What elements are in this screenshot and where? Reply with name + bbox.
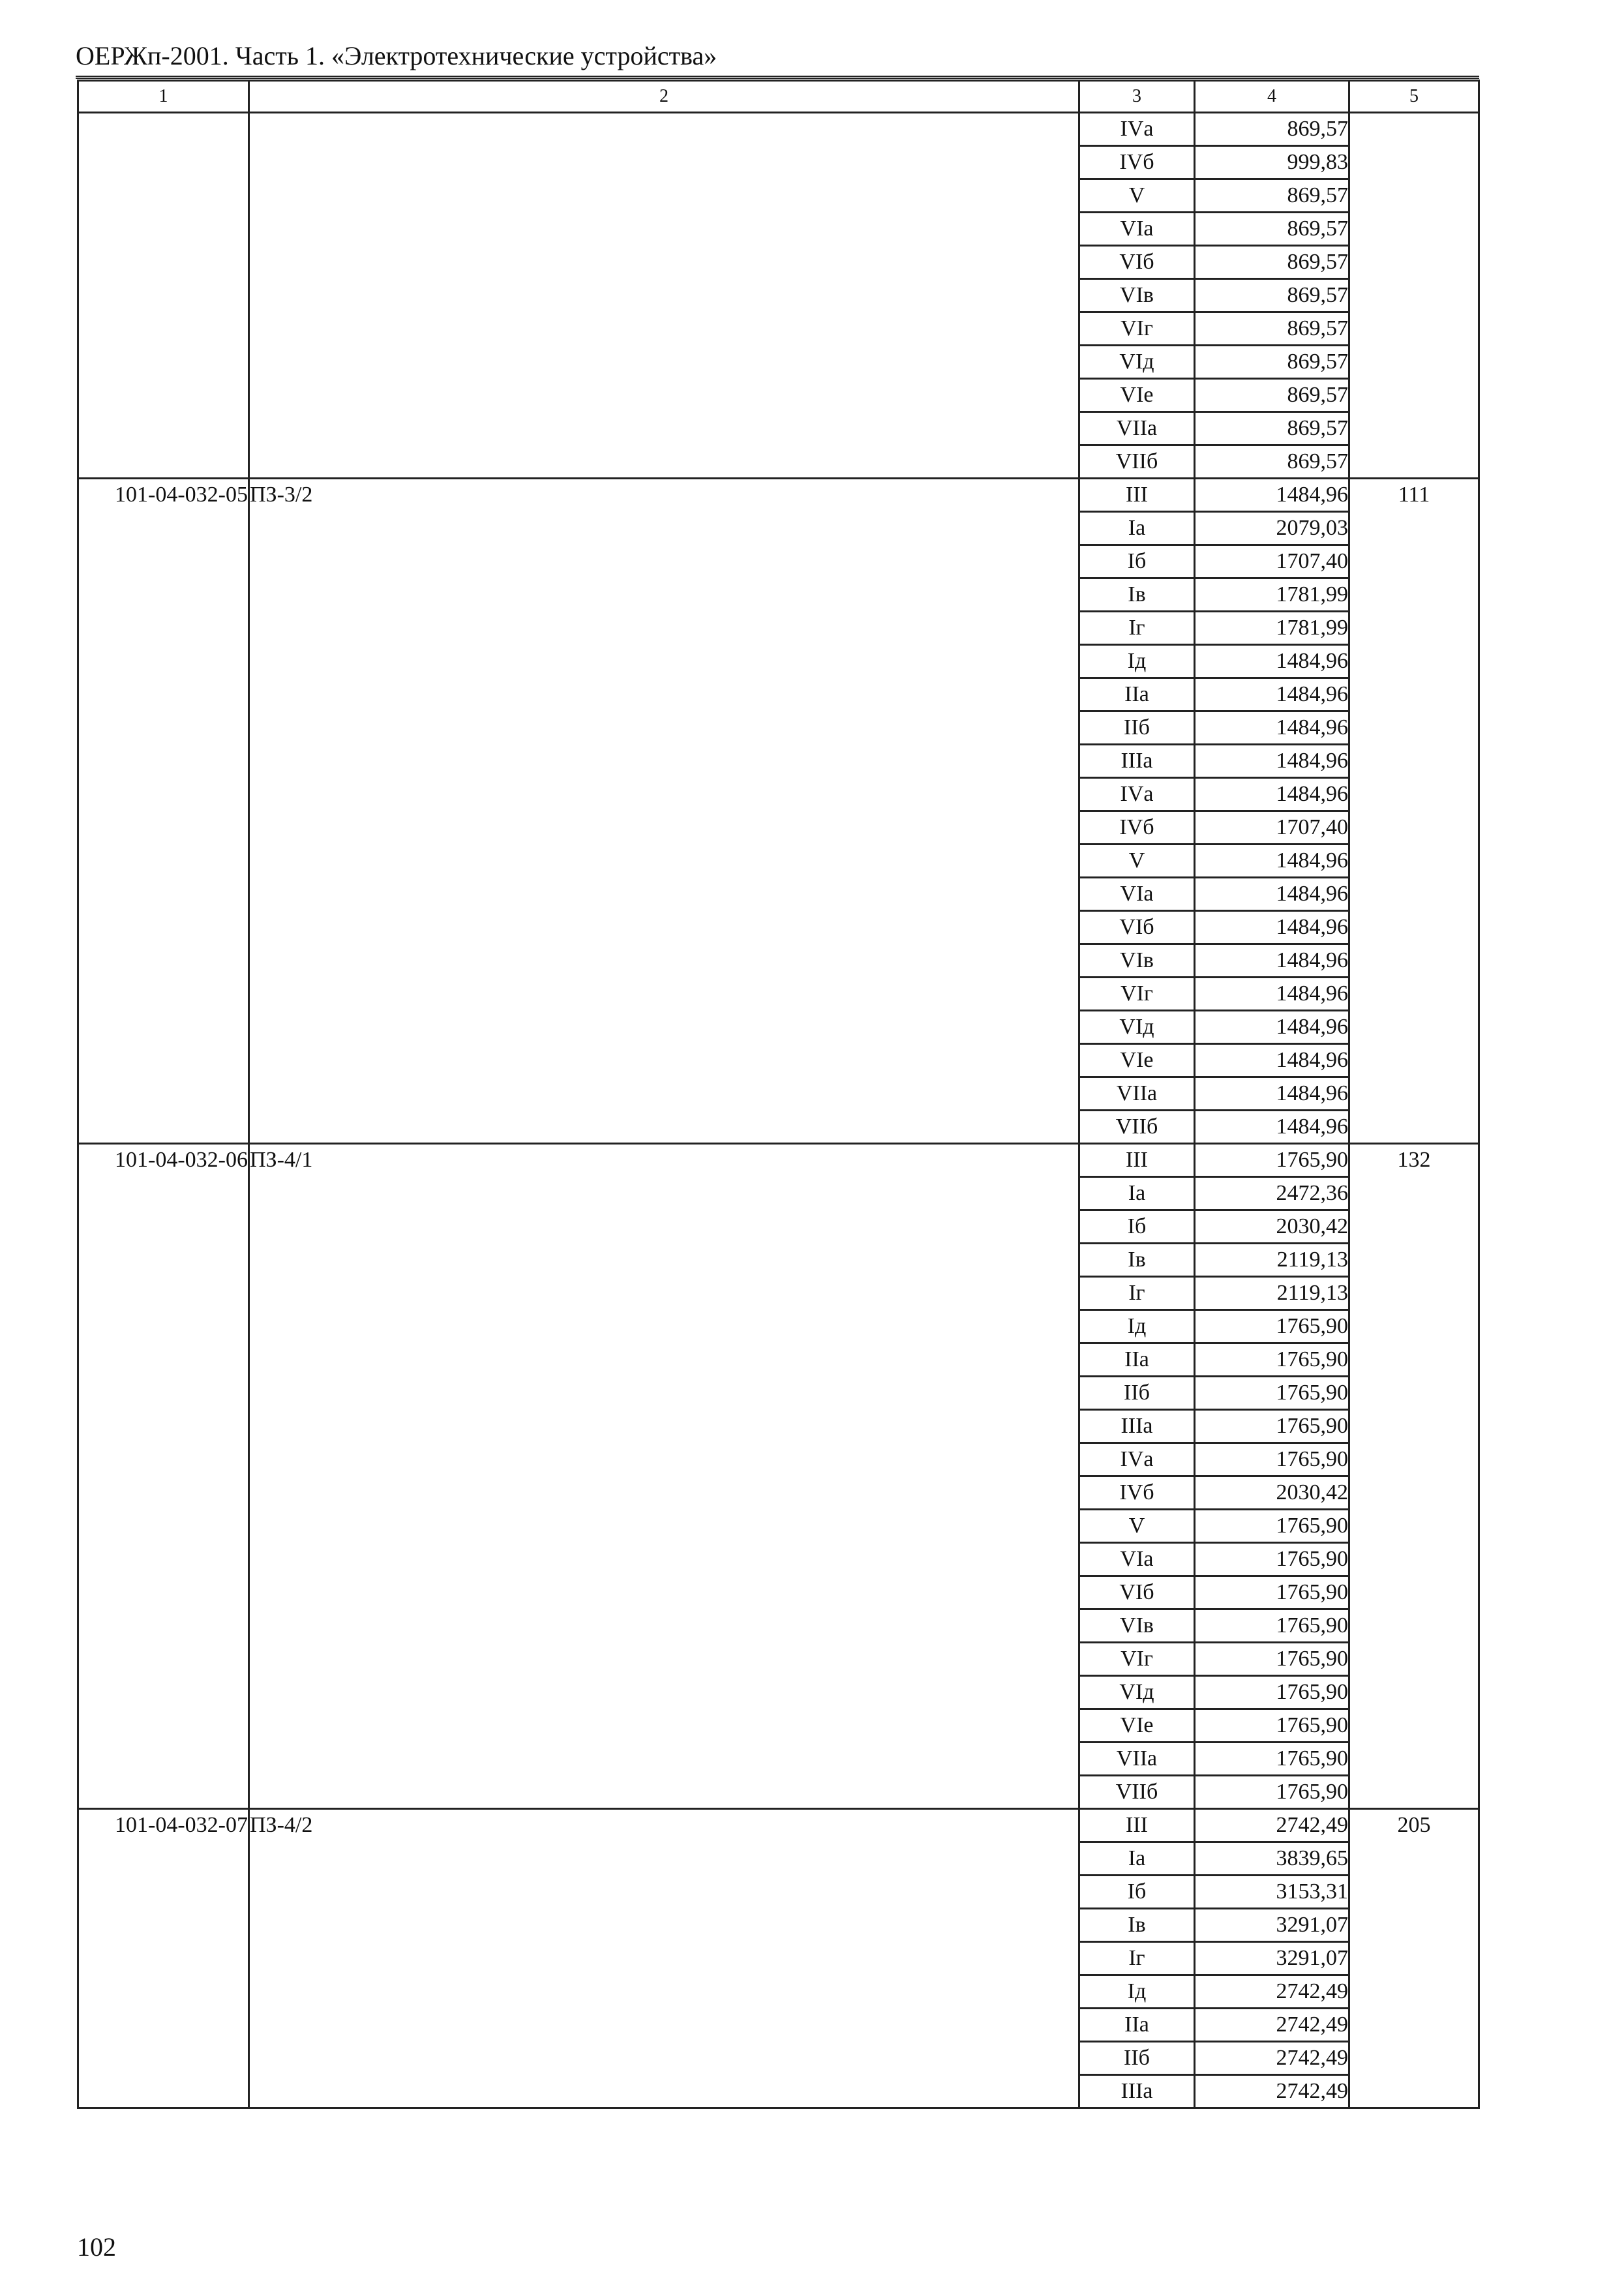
price-cell: 1765,90 bbox=[1195, 1144, 1349, 1177]
zone-cell: Iа bbox=[1079, 1842, 1195, 1876]
price-table bbox=[77, 80, 1480, 2109]
zone-cell: Iг bbox=[1079, 612, 1195, 645]
price-cell: 1484,96 bbox=[1195, 1011, 1349, 1044]
price-cell: 1765,90 bbox=[1195, 1709, 1349, 1743]
zone-cell: VIд bbox=[1079, 346, 1195, 379]
price-cell: 3153,31 bbox=[1195, 1876, 1349, 1909]
zone-cell: Iв bbox=[1079, 1244, 1195, 1277]
zone-cell: VIе bbox=[1079, 1044, 1195, 1077]
price-cell: 869,57 bbox=[1195, 346, 1349, 379]
table-row bbox=[78, 1144, 1479, 1177]
price-cell: 2119,13 bbox=[1195, 1244, 1349, 1277]
zone-cell: IVа bbox=[1079, 1443, 1195, 1476]
price-cell: 3839,65 bbox=[1195, 1842, 1349, 1876]
price-cell: 1484,96 bbox=[1195, 978, 1349, 1011]
price-cell: 1484,96 bbox=[1195, 911, 1349, 944]
zone-cell: IIа bbox=[1079, 1343, 1195, 1377]
price-cell: 869,57 bbox=[1195, 179, 1349, 213]
price-cell: 2742,49 bbox=[1195, 2009, 1349, 2042]
price-cell: 1765,90 bbox=[1195, 1643, 1349, 1676]
price-cell: 1765,90 bbox=[1195, 1609, 1349, 1643]
document-title: ОЕРЖп-2001. Часть 1. «Электротехнические устройства» bbox=[76, 41, 717, 70]
price-cell: 1707,40 bbox=[1195, 545, 1349, 578]
zone-cell: IIа bbox=[1079, 2009, 1195, 2042]
zone-cell: Iд bbox=[1079, 1975, 1195, 2009]
price-cell: 869,57 bbox=[1195, 246, 1349, 279]
zone-cell: VIв bbox=[1079, 279, 1195, 312]
price-cell: 869,57 bbox=[1195, 412, 1349, 445]
zone-cell: IIа bbox=[1079, 678, 1195, 711]
zone-cell: VIе bbox=[1079, 379, 1195, 412]
zone-cell: Iг bbox=[1079, 1277, 1195, 1310]
item-name-cell: ПЗ-4/2 bbox=[249, 1809, 1079, 2108]
zone-cell: VIб bbox=[1079, 1576, 1195, 1609]
table-row bbox=[78, 113, 1479, 146]
price-cell: 1484,96 bbox=[1195, 845, 1349, 878]
zone-cell: Iд bbox=[1079, 645, 1195, 678]
zone-cell: Iб bbox=[1079, 1210, 1195, 1244]
price-cell: 1781,99 bbox=[1195, 578, 1349, 612]
price-cell: 2079,03 bbox=[1195, 512, 1349, 545]
zone-cell: V bbox=[1079, 179, 1195, 213]
price-cell: 1484,96 bbox=[1195, 711, 1349, 745]
price-cell: 2119,13 bbox=[1195, 1277, 1349, 1310]
column-number-row bbox=[78, 81, 1479, 113]
item-name-cell: ПЗ-4/1 bbox=[249, 1144, 1079, 1809]
price-cell: 2472,36 bbox=[1195, 1177, 1349, 1210]
zone-cell: Iв bbox=[1079, 578, 1195, 612]
price-cell: 1484,96 bbox=[1195, 745, 1349, 778]
zone-cell: IIб bbox=[1079, 2042, 1195, 2075]
price-code-cell: 101-04-032-06 bbox=[78, 1144, 249, 1809]
total-cell bbox=[1349, 113, 1479, 479]
zone-cell: III bbox=[1079, 479, 1195, 512]
page-header bbox=[76, 39, 1479, 79]
table-body bbox=[78, 113, 1479, 2108]
table-row bbox=[78, 479, 1479, 512]
price-cell: 1765,90 bbox=[1195, 1776, 1349, 1809]
zone-cell: VIа bbox=[1079, 1543, 1195, 1576]
price-cell: 3291,07 bbox=[1195, 1909, 1349, 1942]
zone-cell: VIIа bbox=[1079, 1077, 1195, 1111]
total-cell: 132 bbox=[1349, 1144, 1479, 1809]
column-header-5: 5 bbox=[1349, 81, 1479, 113]
price-cell: 1484,96 bbox=[1195, 645, 1349, 678]
zone-cell: Iб bbox=[1079, 545, 1195, 578]
zone-cell: IIIа bbox=[1079, 745, 1195, 778]
page-number: 102 bbox=[77, 2232, 116, 2262]
zone-cell: IVб bbox=[1079, 811, 1195, 845]
price-cell: 869,57 bbox=[1195, 113, 1349, 146]
price-cell: 1765,90 bbox=[1195, 1743, 1349, 1776]
price-cell: 2742,49 bbox=[1195, 1809, 1349, 1842]
price-code-cell bbox=[78, 113, 249, 479]
zone-cell: VIг bbox=[1079, 312, 1195, 346]
price-cell: 2030,42 bbox=[1195, 1476, 1349, 1510]
zone-cell: Iв bbox=[1079, 1909, 1195, 1942]
price-cell: 2030,42 bbox=[1195, 1210, 1349, 1244]
price-cell: 1484,96 bbox=[1195, 878, 1349, 911]
price-cell: 1765,90 bbox=[1195, 1377, 1349, 1410]
zone-cell: IIб bbox=[1079, 1377, 1195, 1410]
zone-cell: IIIа bbox=[1079, 2075, 1195, 2108]
zone-cell: Iд bbox=[1079, 1310, 1195, 1343]
price-cell: 869,57 bbox=[1195, 312, 1349, 346]
price-cell: 1484,96 bbox=[1195, 944, 1349, 978]
price-cell: 869,57 bbox=[1195, 379, 1349, 412]
zone-cell: VIа bbox=[1079, 213, 1195, 246]
price-cell: 2742,49 bbox=[1195, 2042, 1349, 2075]
price-code-cell: 101-04-032-07 bbox=[78, 1809, 249, 2108]
column-header-2: 2 bbox=[249, 81, 1079, 113]
price-cell: 1484,96 bbox=[1195, 1077, 1349, 1111]
zone-cell: VIв bbox=[1079, 1609, 1195, 1643]
zone-cell: IVа bbox=[1079, 778, 1195, 811]
zone-cell: V bbox=[1079, 845, 1195, 878]
zone-cell: VIIб bbox=[1079, 1111, 1195, 1144]
zone-cell: Iб bbox=[1079, 1876, 1195, 1909]
zone-cell: V bbox=[1079, 1510, 1195, 1543]
zone-cell: VIб bbox=[1079, 246, 1195, 279]
price-cell: 869,57 bbox=[1195, 213, 1349, 246]
price-cell: 1765,90 bbox=[1195, 1510, 1349, 1543]
price-cell: 1484,96 bbox=[1195, 1111, 1349, 1144]
price-cell: 1765,90 bbox=[1195, 1343, 1349, 1377]
zone-cell: III bbox=[1079, 1809, 1195, 1842]
price-cell: 869,57 bbox=[1195, 445, 1349, 479]
column-header-1: 1 bbox=[78, 81, 249, 113]
total-cell: 205 bbox=[1349, 1809, 1479, 2108]
zone-cell: VIIб bbox=[1079, 1776, 1195, 1809]
item-name-cell: ПЗ-3/2 bbox=[249, 479, 1079, 1144]
zone-cell: VIе bbox=[1079, 1709, 1195, 1743]
price-cell: 869,57 bbox=[1195, 279, 1349, 312]
price-cell: 2742,49 bbox=[1195, 1975, 1349, 2009]
price-cell: 1484,96 bbox=[1195, 479, 1349, 512]
price-cell: 1765,90 bbox=[1195, 1443, 1349, 1476]
zone-cell: VIд bbox=[1079, 1676, 1195, 1709]
zone-cell: VIг bbox=[1079, 978, 1195, 1011]
zone-cell: IVа bbox=[1079, 113, 1195, 146]
zone-cell: VIIа bbox=[1079, 412, 1195, 445]
zone-cell: IVб bbox=[1079, 1476, 1195, 1510]
zone-cell: VIд bbox=[1079, 1011, 1195, 1044]
zone-cell: IIIа bbox=[1079, 1410, 1195, 1443]
price-cell: 1765,90 bbox=[1195, 1410, 1349, 1443]
price-cell: 1484,96 bbox=[1195, 1044, 1349, 1077]
price-cell: 3291,07 bbox=[1195, 1942, 1349, 1975]
zone-cell: VIб bbox=[1079, 911, 1195, 944]
zone-cell: VIIа bbox=[1079, 1743, 1195, 1776]
price-cell: 1781,99 bbox=[1195, 612, 1349, 645]
zone-cell: Iа bbox=[1079, 512, 1195, 545]
price-cell: 2742,49 bbox=[1195, 2075, 1349, 2108]
zone-cell: IIб bbox=[1079, 711, 1195, 745]
price-cell: 1484,96 bbox=[1195, 678, 1349, 711]
zone-cell: VIг bbox=[1079, 1643, 1195, 1676]
item-name-cell bbox=[249, 113, 1079, 479]
column-header-4: 4 bbox=[1195, 81, 1349, 113]
zone-cell: III bbox=[1079, 1144, 1195, 1177]
price-cell: 999,83 bbox=[1195, 146, 1349, 179]
price-cell: 1765,90 bbox=[1195, 1676, 1349, 1709]
zone-cell: VIв bbox=[1079, 944, 1195, 978]
zone-cell: IVб bbox=[1079, 146, 1195, 179]
total-cell: 111 bbox=[1349, 479, 1479, 1144]
price-code-cell: 101-04-032-05 bbox=[78, 479, 249, 1144]
price-cell: 1707,40 bbox=[1195, 811, 1349, 845]
zone-cell: Iг bbox=[1079, 1942, 1195, 1975]
column-header-3: 3 bbox=[1079, 81, 1195, 113]
price-cell: 1765,90 bbox=[1195, 1576, 1349, 1609]
zone-cell: VIIб bbox=[1079, 445, 1195, 479]
price-cell: 1484,96 bbox=[1195, 778, 1349, 811]
table-row bbox=[78, 1809, 1479, 1842]
zone-cell: Iа bbox=[1079, 1177, 1195, 1210]
price-cell: 1765,90 bbox=[1195, 1310, 1349, 1343]
price-cell: 1765,90 bbox=[1195, 1543, 1349, 1576]
zone-cell: VIа bbox=[1079, 878, 1195, 911]
